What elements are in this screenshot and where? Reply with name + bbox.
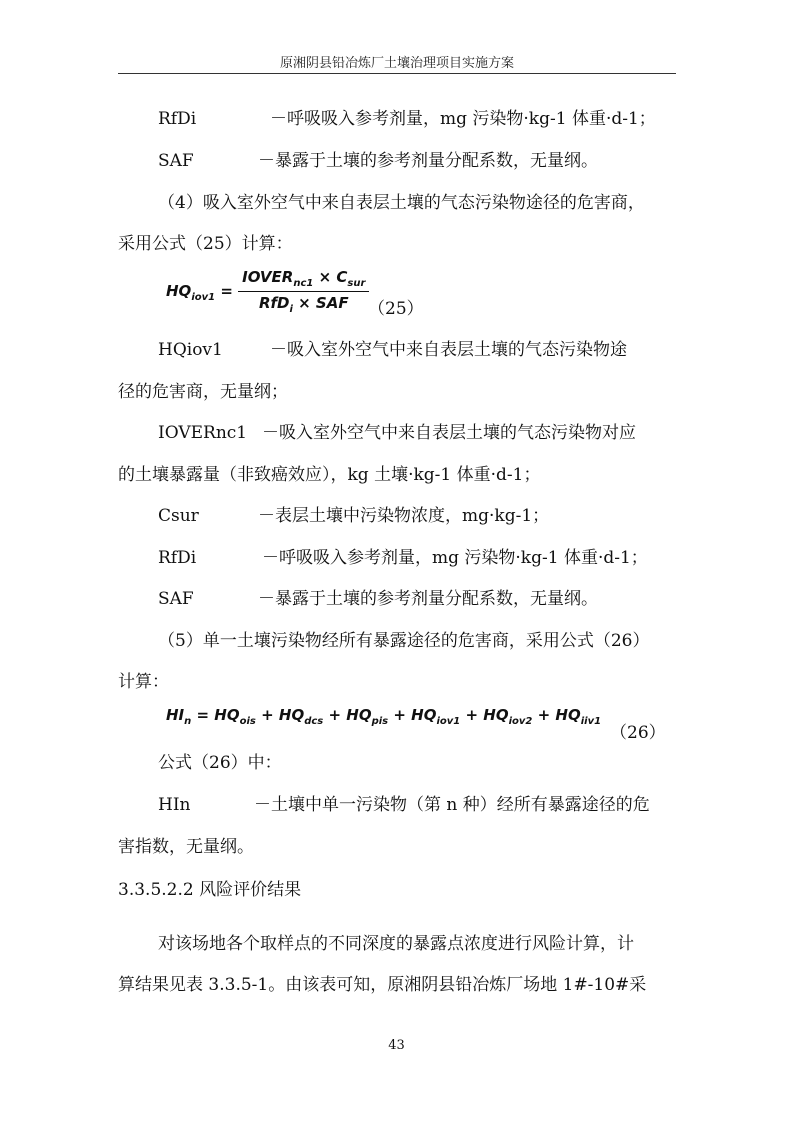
def-continuation: 害指数，无量纲。 <box>118 837 254 857</box>
def-text: －呼吸吸入参考剂量，mg 污染物·kg-1 体重·d-1； <box>262 548 648 568</box>
def-continuation: 径的危害商，无量纲； <box>118 382 288 402</box>
formula-26: $HI_n = HQ_{ois} + HQ_{dcs} + HQ_{pis} + HQ_{iov1} + HQ_{iov2} + HQ_{iiv1}$ <box>166 706 602 727</box>
formula-numerator: $IOVER_{nc1} \times C_{sur}$ <box>238 268 369 292</box>
formula-denominator: RfD$_i$ × SAF <box>258 294 349 315</box>
formula-25: $HQ_{iov1}$ = $\frac{IOVER_{nc1} \times C_{sur}}{RfD_i \times SAF}$ <box>166 268 369 315</box>
def-iovernc1-term: IOVERnc1 <box>158 423 248 443</box>
def-hqiov1-term: HQiov1 <box>158 340 223 360</box>
formula-term: $HQ_{dcs}$ <box>278 706 324 727</box>
header-title: 原湘阴县铅冶炼厂土壤治理项目实施方案 <box>279 56 514 71</box>
def-text: －土壤中单一污染物（第 n 种）经所有暴露途径的危 <box>254 795 650 815</box>
formula26-intro: 公式（26）中： <box>158 753 282 773</box>
page-number: 43 <box>388 1038 405 1053</box>
formula-lhs: $HI_n$ <box>166 706 192 727</box>
formula-term: $HQ_{iov2}$ <box>483 706 533 727</box>
def-hin-term: HIn <box>158 795 191 815</box>
def-continuation: 的土壤暴露量（非致癌效应），kg 土壤·kg-1 体重·d-1； <box>118 465 541 485</box>
formula-term: $HQ_{ois}$ <box>214 706 256 727</box>
formula-fraction <box>238 268 369 315</box>
def-rfdi-term: RfDi <box>158 548 197 568</box>
def-text: －呼吸吸入参考剂量，mg 污染物·kg-1 体重·d-1； <box>270 109 656 129</box>
section5-line2: 计算： <box>118 672 169 692</box>
section4-line2: 采用公式（25）计算： <box>118 234 293 254</box>
header-divider <box>118 73 676 74</box>
formula-lhs: $HQ_{iov1}$ <box>166 282 216 303</box>
equation-number-25: （25） <box>368 299 424 319</box>
def-text: －吸入室外空气中来自表层土壤的气态污染物对应 <box>262 423 636 443</box>
section5-line1: （5）单一土壤污染物经所有暴露途径的危害商，采用公式（26） <box>158 631 650 651</box>
def-term: SAF <box>158 151 194 171</box>
def-csur-term: Csur <box>158 506 199 526</box>
def-text: －暴露于土壤的参考剂量分配系数，无量纲。 <box>258 151 598 171</box>
def-text: －吸入室外空气中来自表层土壤的气态污染物途 <box>270 340 627 360</box>
def-text: －暴露于土壤的参考剂量分配系数，无量纲。 <box>258 589 598 609</box>
def-saf-term: SAF <box>158 589 194 609</box>
section4-line1: （4）吸入室外空气中来自表层土壤的气态污染物途径的危害商， <box>158 193 645 213</box>
subsection-title: 3.3.5.2.2 风险评价结果 <box>118 880 302 900</box>
formula-term: $HQ_{iov1}$ <box>411 706 461 727</box>
paragraph-line1: 对该场地各个取样点的不同深度的暴露点浓度进行风险计算，计 <box>158 934 634 954</box>
formula-term: $HQ_{pis}$ <box>346 706 389 727</box>
def-saf-top <box>158 151 194 171</box>
def-rfdi-top <box>158 109 196 129</box>
paragraph-line2: 算结果见表 3.3.5-1。由该表可知，原湘阴县铅冶炼厂场地 1#-10#采 <box>118 975 647 995</box>
def-text: －表层土壤中污染物浓度，mg·kg-1； <box>258 506 550 526</box>
formula-term: $HQ_{iiv1}$ <box>555 706 602 727</box>
equation-number-26: （26） <box>610 723 666 743</box>
def-term: RfDi <box>158 109 197 129</box>
